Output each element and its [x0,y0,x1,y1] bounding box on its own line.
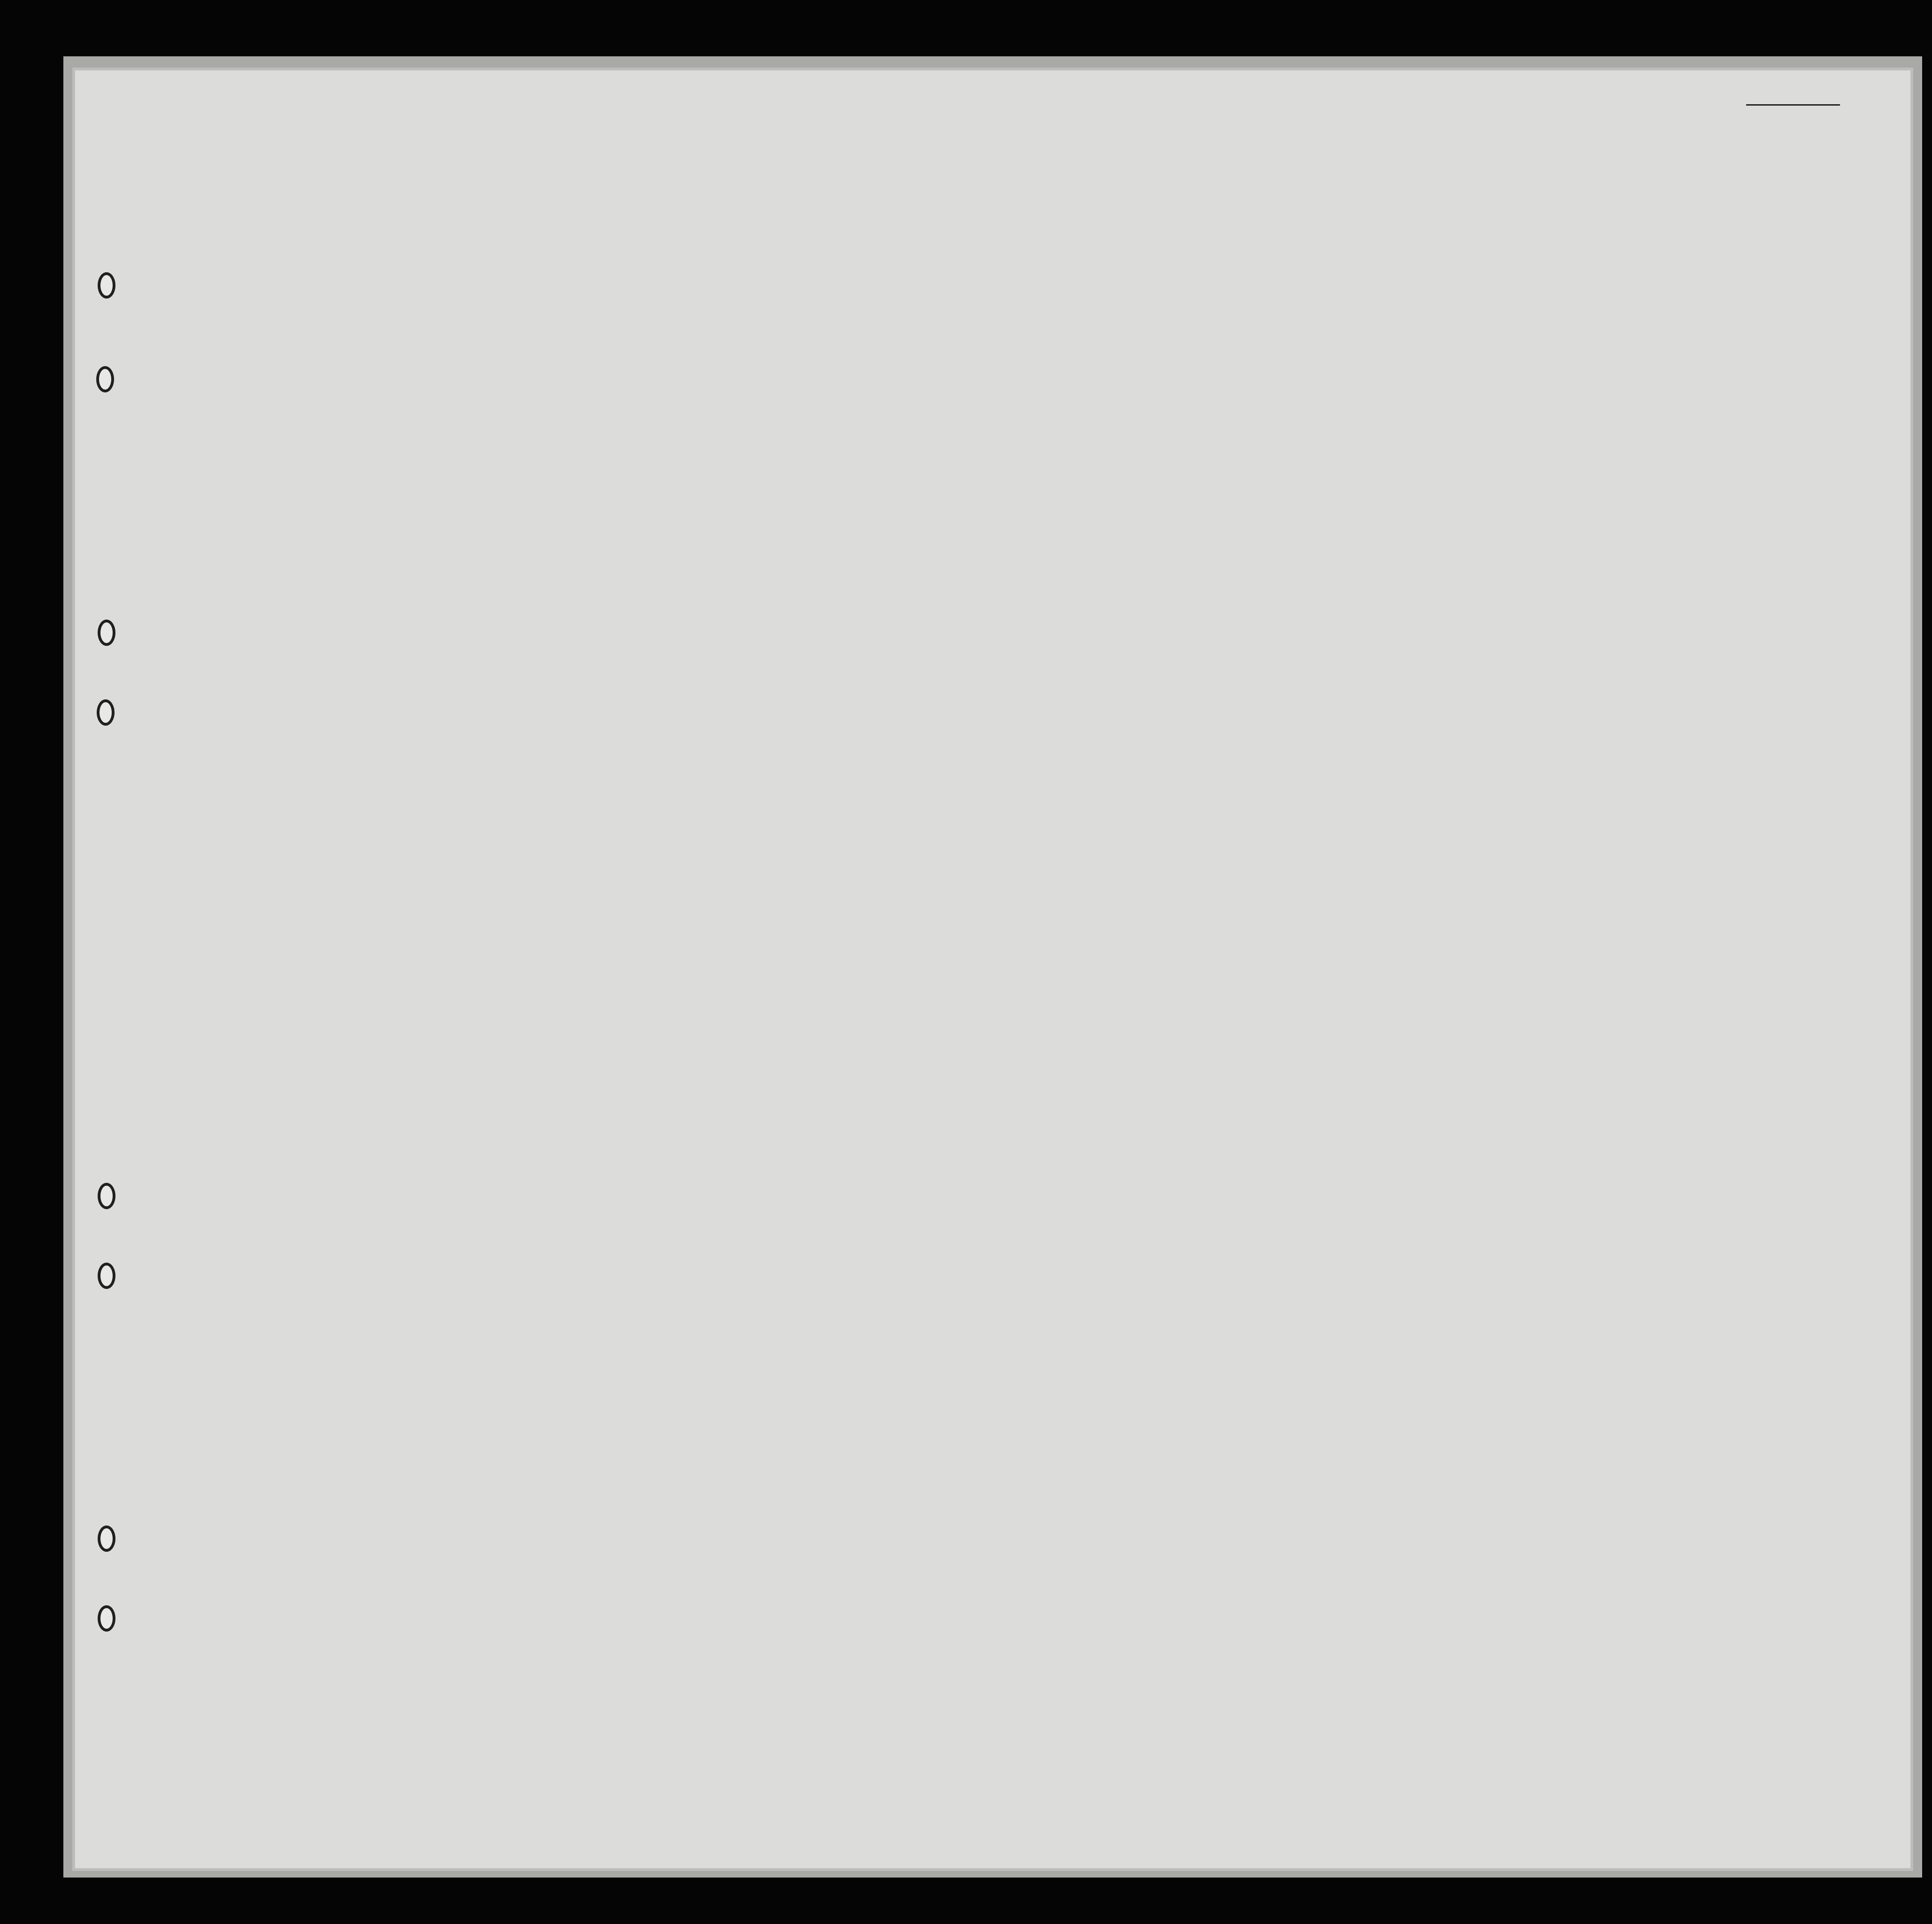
punch-hole [98,620,115,646]
punch-hole [98,272,115,299]
punch-hole [98,1525,115,1552]
punch-hole [97,699,115,726]
punch-hole [98,1263,115,1289]
manifest-sheet [75,70,1910,1868]
list-number [1746,104,1840,106]
punch-hole [96,366,114,392]
punch-hole [98,1605,115,1632]
punch-hole [98,1183,115,1209]
